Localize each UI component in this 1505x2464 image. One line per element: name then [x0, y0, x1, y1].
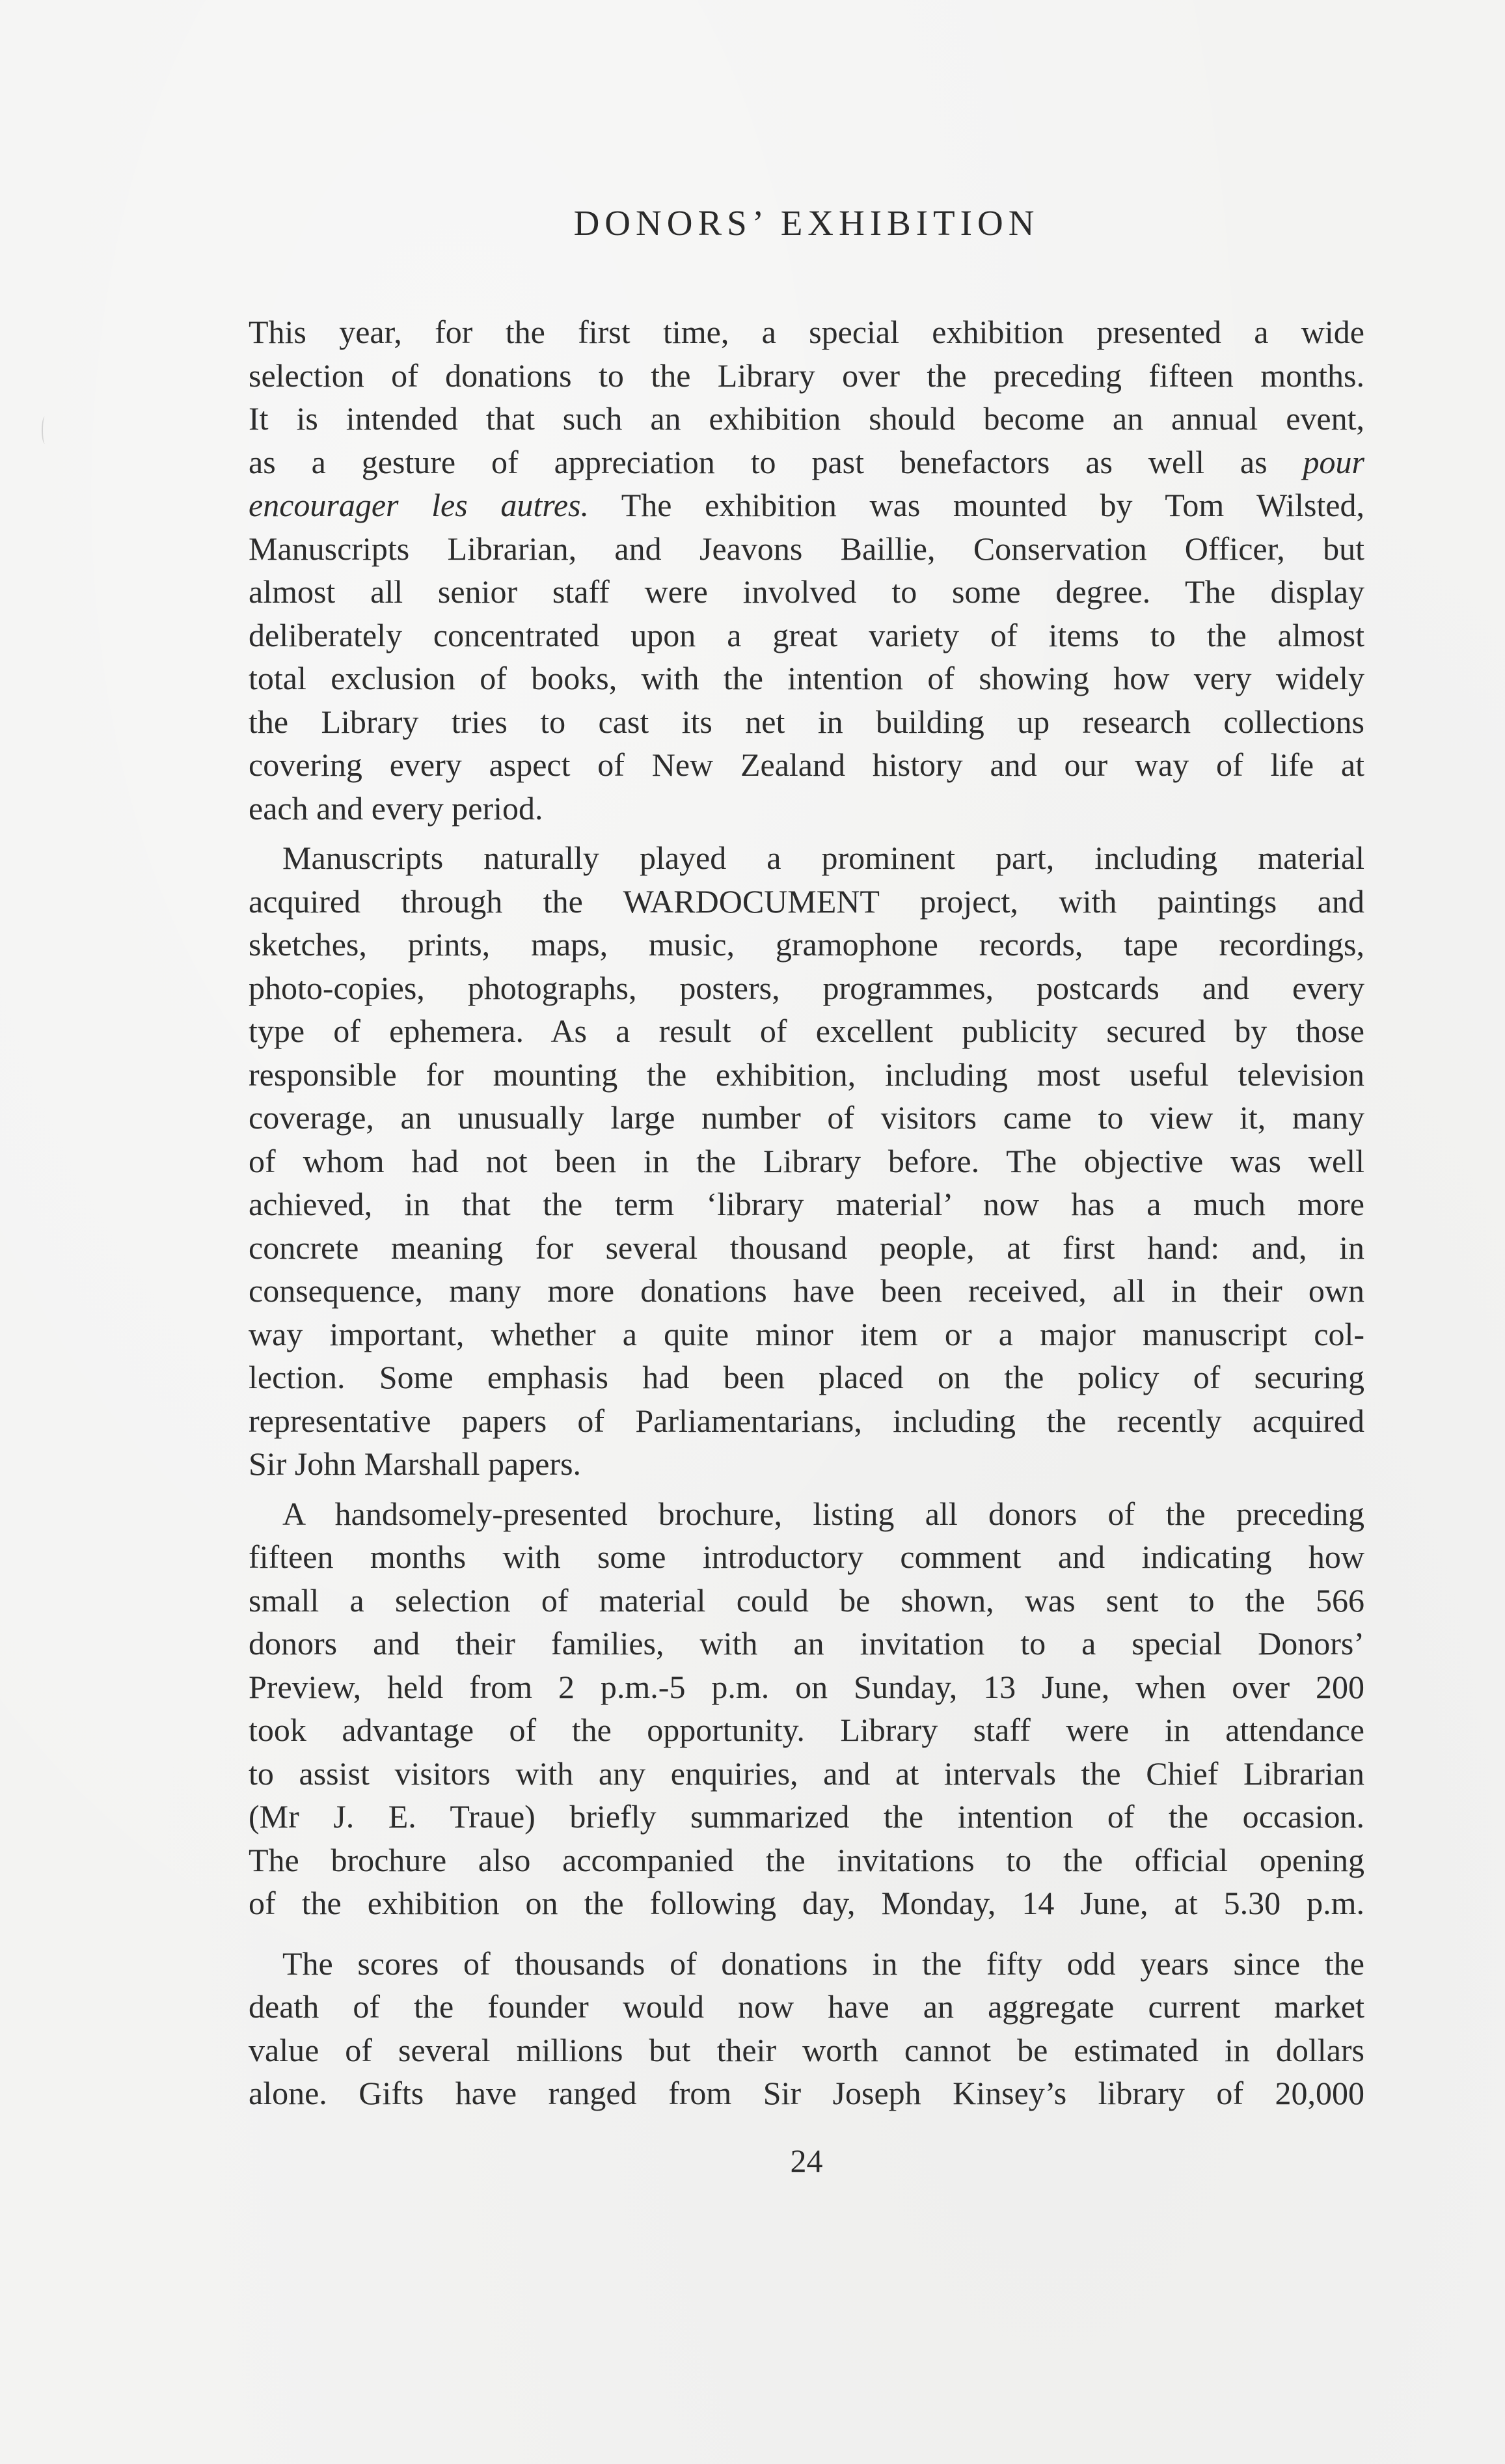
margin-pencil-mark	[42, 417, 48, 444]
text-line: acquired through the WARDOCUMENT project, with paintings and	[249, 883, 1364, 920]
text-line: Sir John Marshall papers.	[249, 1445, 582, 1482]
text-line: concrete meaning for several thousand people, at first hand: and, in	[249, 1229, 1364, 1266]
text-line: This year, for the first time, a special exhibition presented a wide	[249, 314, 1364, 350]
page-title: DONORS’ EXHIBITION	[573, 203, 1040, 243]
text-line: photo-copies, photographs, posters, programmes, postcards and every	[249, 969, 1364, 1006]
text-line: responsible for mounting the exhibition, including most useful television	[249, 1056, 1364, 1093]
text-line	[249, 441, 1364, 484]
paragraph-3	[249, 1492, 1364, 1925]
text-line: (Mr J. E. Traue) briefly summarized the intention of the occasion.	[249, 1798, 1364, 1835]
text-line: The scores of thousands of donations in the fifty odd years since the	[282, 1945, 1364, 1982]
text-line: selection of donations to the Library over the preceding fifteen months.	[249, 357, 1364, 394]
text-line: achieved, in that the term ‘library material’ now has a much more	[249, 1186, 1364, 1222]
text-line: fifteen months with some introductory comment and indicating how	[249, 1539, 1364, 1575]
italic-phrase: pour	[1303, 443, 1364, 480]
text-line: sketches, prints, maps, music, gramophone records, tape recordings,	[249, 926, 1364, 963]
text-line: coverage, an unusually large number of visitors came to view it, many	[249, 1099, 1364, 1136]
text-line: value of several millions but their worth cannot be estimated in dollars	[249, 2031, 1364, 2068]
italic-phrase: encourager les autres.	[249, 487, 589, 523]
text-line: small a selection of material could be shown, was sent to the 566	[249, 1581, 1364, 1619]
text-line	[249, 484, 1364, 527]
paragraph-1	[249, 310, 1364, 830]
text-line: alone. Gifts have ranged from Sir Joseph Kinsey’s library of 20,000	[249, 2075, 1364, 2111]
text-line: lection. Some emphasis had been placed on the policy of securing	[249, 1359, 1364, 1395]
text-line: consequence, many more donations have been received, all in their own	[249, 1272, 1364, 1309]
text-line: type of ephemera. As a result of excellent publicity secured by those	[249, 1013, 1364, 1049]
page-number: 24	[790, 2142, 823, 2179]
text-line: of whom had not been in the Library before. The objective was well	[249, 1142, 1364, 1179]
text-fragment: as a gesture of appreciation to past benefactors as well as	[249, 443, 1268, 480]
text-line: donors and their families, with an invitation to a special Donors’	[249, 1625, 1364, 1662]
text-line: of the exhibition on the following day, Monday, 14 June, at 5.30 p.m.	[249, 1885, 1364, 1921]
text-line: representative papers of Parliamentarians, including the recently acquired	[249, 1402, 1364, 1439]
text-line: to assist visitors with any enquiries, and at intervals the Chief Librarian	[249, 1755, 1364, 1792]
paragraph-4	[249, 1942, 1364, 2115]
text-line: Manuscripts naturally played a prominent part, including material	[282, 840, 1364, 876]
text-line: The brochure also accompanied the invitations to the official opening	[249, 1841, 1364, 1878]
body-text	[249, 310, 1364, 2115]
text-line: It is intended that such an exhibition should become an annual event,	[249, 400, 1364, 437]
text-line: death of the founder would now have an aggregate current market	[249, 1988, 1364, 2025]
text-line: each and every period.	[249, 789, 543, 827]
text-line: Manuscripts Librarian, and Jeavons Baillie, Conservation Officer, but	[249, 530, 1364, 567]
text-line: took advantage of the opportunity. Library staff were in attendance	[249, 1712, 1364, 1748]
text-fragment: The exhibition was mounted by Tom Wilsted,	[621, 487, 1364, 523]
text-line: total exclusion of books, with the intention of showing how very widely	[249, 660, 1364, 696]
text-line: Preview, held from 2 p.m.-5 p.m. on Sunday, 13 June, when over 200	[249, 1668, 1364, 1705]
text-line: almost all senior staff were involved to some degree. The display	[249, 573, 1364, 610]
paragraph-2	[249, 836, 1364, 1486]
text-line: A handsomely-presented brochure, listing all donors of the preceding	[282, 1495, 1364, 1532]
text-line: the Library tries to cast its net in building up research collections	[249, 703, 1364, 740]
text-line: way important, whether a quite minor item or a major manuscript col-	[249, 1315, 1364, 1352]
text-line: covering every aspect of New Zealand history and our way of life at	[249, 746, 1364, 783]
text-line: deliberately concentrated upon a great variety of items to the almost	[249, 616, 1364, 653]
